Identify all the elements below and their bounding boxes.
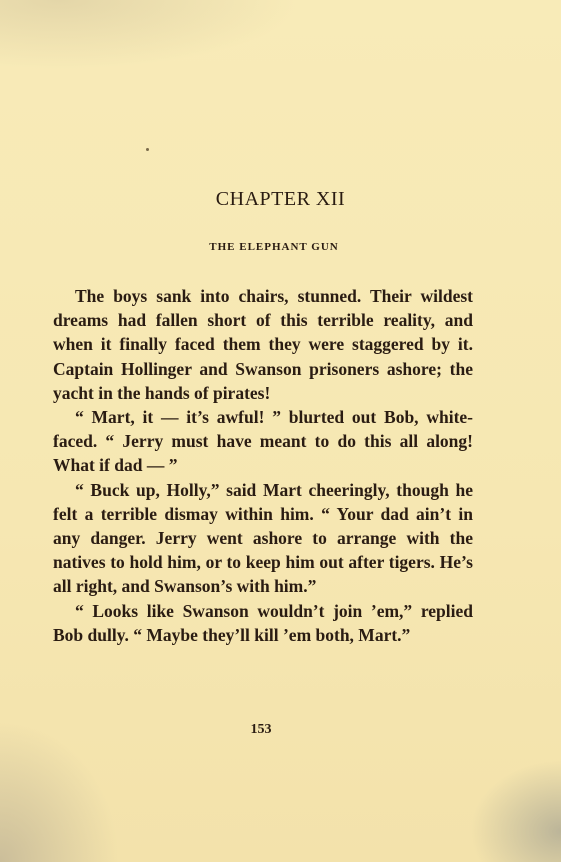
page-stain-top — [0, 0, 300, 70]
paragraph: “ Mart, it — it’s awful! ” blurted out Bob, white-faced. “ Jerry must have meant to do this all along! What if dad — ” — [53, 407, 473, 476]
paragraph: “ Looks like Swanson wouldn’t join ’em,” replied Bob dully. “ Maybe they’ll kill ’em both, Mart.” — [53, 600, 473, 645]
body-text — [53, 284, 473, 647]
page-stain-bottom-right — [470, 760, 561, 862]
page-stain-bottom-left — [0, 720, 120, 862]
chapter-heading: CHAPTER XII — [215, 188, 346, 210]
paragraph: The boys sank into chairs, stunned. Their wildest dreams had fallen short of this terrible reality, and when it finally faced them they were staggered by it. Captain Hollinger and Swanson prisoners ashore; the yacht in the hands of pirates! — [53, 286, 473, 403]
ink-speck — [146, 148, 149, 151]
page-number: 153 — [250, 722, 272, 737]
paragraph: “ Buck up, Holly,” said Mart cheeringly, though he felt a terrible dismay within him. “ Your dad ain’t in any danger. Jerry went ashore to arrange with the natives to hold him, or to keep him out after tigers. He’s all right, and Swanson’s with him.” — [53, 479, 473, 597]
chapter-title: THE ELEPHANT GUN — [209, 241, 339, 253]
